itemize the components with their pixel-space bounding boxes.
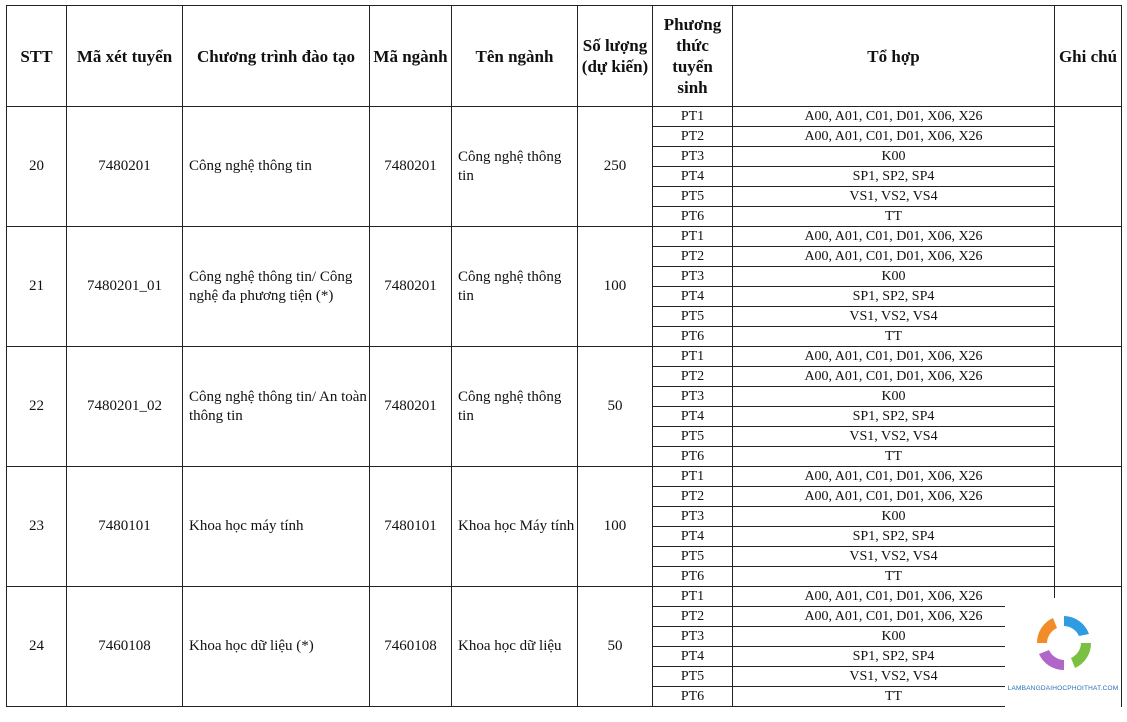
header-ghi-chu: Ghi chú: [1055, 6, 1122, 107]
cell-to-hop: A00, A01, C01, D01, X06, X26: [733, 487, 1055, 507]
cell-to-hop: A00, A01, C01, D01, X06, X26: [733, 247, 1055, 267]
cell-phuong-thuc: PT6: [653, 327, 733, 347]
cell-ma-nganh: 7480201: [370, 227, 452, 347]
cell-phuong-thuc: PT6: [653, 687, 733, 707]
cell-ghi-chu: [1055, 107, 1122, 227]
cell-phuong-thuc: PT3: [653, 507, 733, 527]
cell-phuong-thuc: PT3: [653, 387, 733, 407]
cell-to-hop: A00, A01, C01, D01, X06, X26: [733, 607, 1055, 627]
cell-phuong-thuc: PT2: [653, 127, 733, 147]
cell-phuong-thuc: PT4: [653, 167, 733, 187]
cell-stt: 24: [7, 587, 67, 707]
cell-ma-xet-tuyen: 7480201_02: [67, 347, 183, 467]
table-row: [7, 107, 1122, 127]
cell-chuong-trinh: Khoa học dữ liệu (*): [183, 587, 370, 707]
cell-to-hop: K00: [733, 387, 1055, 407]
cell-phuong-thuc: PT4: [653, 647, 733, 667]
cell-phuong-thuc: PT6: [653, 567, 733, 587]
cell-to-hop: TT: [733, 207, 1055, 227]
table-row: [7, 347, 1122, 367]
header-row: [7, 6, 1122, 107]
cell-phuong-thuc: PT5: [653, 187, 733, 207]
cell-phuong-thuc: PT1: [653, 467, 733, 487]
cell-phuong-thuc: PT2: [653, 487, 733, 507]
watermark: [1005, 598, 1121, 708]
cell-stt: 20: [7, 107, 67, 227]
cell-to-hop: SP1, SP2, SP4: [733, 167, 1055, 187]
header-ma-xet-tuyen: Mã xét tuyển: [67, 6, 183, 107]
cell-to-hop: SP1, SP2, SP4: [733, 527, 1055, 547]
cell-to-hop: A00, A01, C01, D01, X06, X26: [733, 107, 1055, 127]
admissions-table: [6, 5, 1122, 707]
cell-to-hop: VS1, VS2, VS4: [733, 667, 1055, 687]
cell-phuong-thuc: PT4: [653, 527, 733, 547]
cell-ten-nganh: Công nghệ thông tin: [452, 107, 578, 227]
cell-ma-nganh: 7460108: [370, 587, 452, 707]
cell-chuong-trinh: Công nghệ thông tin/ An toàn thông tin: [183, 347, 370, 467]
cell-ten-nganh: Khoa học dữ liệu: [452, 587, 578, 707]
cell-to-hop: A00, A01, C01, D01, X06, X26: [733, 367, 1055, 387]
cell-phuong-thuc: PT5: [653, 667, 733, 687]
cell-ma-xet-tuyen: 7480101: [67, 467, 183, 587]
cell-to-hop: TT: [733, 567, 1055, 587]
cell-ten-nganh: Công nghệ thông tin: [452, 227, 578, 347]
cell-phuong-thuc: PT4: [653, 287, 733, 307]
cell-stt: 21: [7, 227, 67, 347]
cell-phuong-thuc: PT3: [653, 267, 733, 287]
cell-ma-nganh: 7480101: [370, 467, 452, 587]
cell-phuong-thuc: PT5: [653, 427, 733, 447]
cell-to-hop: K00: [733, 507, 1055, 527]
cell-phuong-thuc: PT3: [653, 147, 733, 167]
cell-to-hop: TT: [733, 687, 1055, 707]
cell-to-hop: K00: [733, 147, 1055, 167]
cell-phuong-thuc: PT6: [653, 447, 733, 467]
cell-so-luong: 50: [578, 587, 653, 707]
cell-ma-xet-tuyen: 7460108: [67, 587, 183, 707]
cell-phuong-thuc: PT1: [653, 107, 733, 127]
cell-ma-xet-tuyen: 7480201_01: [67, 227, 183, 347]
cell-phuong-thuc: PT5: [653, 547, 733, 567]
header-stt: STT: [7, 6, 67, 107]
watermark-text: LAMBANGDAIHOCPHOITHAT.COM: [1007, 685, 1119, 692]
cell-to-hop: VS1, VS2, VS4: [733, 427, 1055, 447]
cell-to-hop: TT: [733, 447, 1055, 467]
cell-to-hop: VS1, VS2, VS4: [733, 307, 1055, 327]
header-ma-nganh: Mã ngành: [370, 6, 452, 107]
cell-stt: 23: [7, 467, 67, 587]
cell-to-hop: K00: [733, 267, 1055, 287]
cell-chuong-trinh: Khoa học máy tính: [183, 467, 370, 587]
cell-phuong-thuc: PT1: [653, 587, 733, 607]
header-phuong-thuc: Phương thức tuyển sinh: [653, 6, 733, 107]
cell-to-hop: K00: [733, 627, 1055, 647]
header-so-luong: Số lượng (dự kiến): [578, 6, 653, 107]
cell-so-luong: 250: [578, 107, 653, 227]
cell-ma-xet-tuyen: 7480201: [67, 107, 183, 227]
cell-so-luong: 50: [578, 347, 653, 467]
cell-phuong-thuc: PT2: [653, 367, 733, 387]
cell-so-luong: 100: [578, 467, 653, 587]
cell-phuong-thuc: PT2: [653, 247, 733, 267]
cell-phuong-thuc: PT1: [653, 347, 733, 367]
cell-to-hop: A00, A01, C01, D01, X06, X26: [733, 127, 1055, 147]
header-chuong-trinh: Chương trình đào tạo: [183, 6, 370, 107]
cell-phuong-thuc: PT5: [653, 307, 733, 327]
cell-so-luong: 100: [578, 227, 653, 347]
cell-to-hop: A00, A01, C01, D01, X06, X26: [733, 347, 1055, 367]
cell-stt: 22: [7, 347, 67, 467]
cell-to-hop: A00, A01, C01, D01, X06, X26: [733, 227, 1055, 247]
cell-to-hop: SP1, SP2, SP4: [733, 287, 1055, 307]
cell-phuong-thuc: PT6: [653, 207, 733, 227]
cell-to-hop: A00, A01, C01, D01, X06, X26: [733, 467, 1055, 487]
cell-ghi-chu: [1055, 467, 1122, 587]
header-ten-nganh: Tên ngành: [452, 6, 578, 107]
cell-chuong-trinh: Công nghệ thông tin: [183, 107, 370, 227]
cell-ten-nganh: Khoa học Máy tính: [452, 467, 578, 587]
cell-to-hop: SP1, SP2, SP4: [733, 647, 1055, 667]
table-row: [7, 467, 1122, 487]
cell-chuong-trinh: Công nghệ thông tin/ Công nghệ đa phương tiện (*): [183, 227, 370, 347]
cell-to-hop: VS1, VS2, VS4: [733, 547, 1055, 567]
cell-ma-nganh: 7480201: [370, 107, 452, 227]
cell-phuong-thuc: PT3: [653, 627, 733, 647]
table-row: [7, 587, 1122, 607]
circular-arrows-logo-icon: [1033, 612, 1095, 674]
cell-phuong-thuc: PT4: [653, 407, 733, 427]
cell-phuong-thuc: PT1: [653, 227, 733, 247]
cell-to-hop: A00, A01, C01, D01, X06, X26: [733, 587, 1055, 607]
header-to-hop: Tổ hợp: [733, 6, 1055, 107]
cell-to-hop: VS1, VS2, VS4: [733, 187, 1055, 207]
cell-ten-nganh: Công nghệ thông tin: [452, 347, 578, 467]
table-body: [7, 107, 1122, 707]
cell-ghi-chu: [1055, 347, 1122, 467]
cell-phuong-thuc: PT2: [653, 607, 733, 627]
table-row: [7, 227, 1122, 247]
cell-ghi-chu: [1055, 227, 1122, 347]
cell-ma-nganh: 7480201: [370, 347, 452, 467]
cell-to-hop: TT: [733, 327, 1055, 347]
cell-to-hop: SP1, SP2, SP4: [733, 407, 1055, 427]
